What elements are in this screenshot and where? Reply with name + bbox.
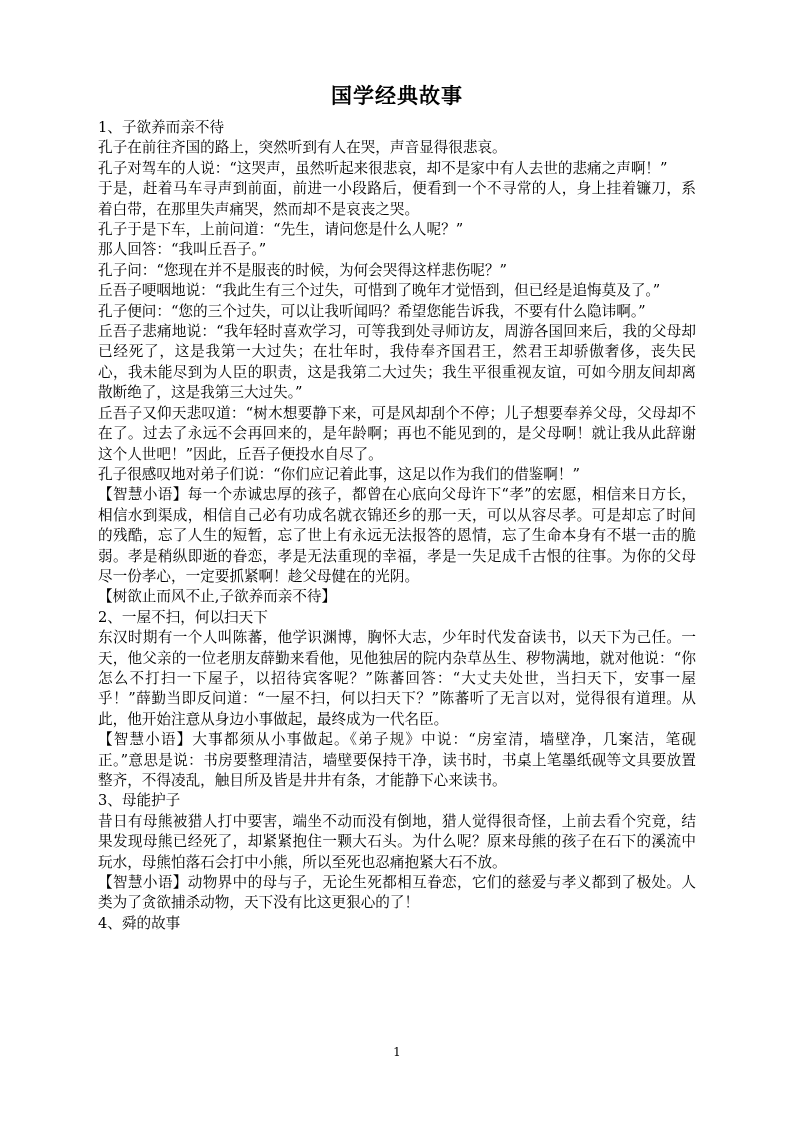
paragraph: 丘吾子哽咽地说：“我此生有三个过失，可惜到了晚年才觉悟到，但已经是追悔莫及了。” <box>98 282 661 300</box>
proverb: 【树欲止而风不止,子欲养而亲不待】 <box>98 588 337 606</box>
section-heading: 1、子欲养而亲不待 <box>98 119 225 136</box>
paragraph: 孔子在前往齐国的路上，突然听到有人在哭，声音显得很悲哀。 <box>98 139 507 157</box>
paragraph: 昔日有母熊被猎人打中要害，端坐不动而没有倒地，猎人觉得很奇怪，上前去看个究竟，结果发现母熊已经死了，却紧紧抱住一颗大石头。为什么呢？原来母熊的孩子在石下的溪流中玩水，母熊怕落石会打中小熊，所以至死也忍痛抱紧大石不放。 <box>98 812 696 871</box>
wisdom-note: 【智慧小语】大事都须从小事做起。《弟子规》中说：“房室清，墙壁净，几案洁，笔砚正。”意思是说：书房要整理清洁，墙壁要保持干净，读书时，书桌上笔墨纸砚等文具要放置整齐，不得凌乱，触目所及皆是井井有条，才能静下心来读书。 <box>98 731 696 789</box>
document-body <box>98 118 696 934</box>
paragraph: 那人回答：“我叫丘吾子。” <box>98 241 267 259</box>
paragraph: 孔子对驾车的人说：“这哭声，虽然听起来很悲哀，却不是家中有人去世的悲痛之声啊！” <box>98 159 668 177</box>
wisdom-note: 【智慧小语】每一个赤诚忠厚的孩子，都曾在心底向父母许下“孝”的宏愿，相信来日方长，相信水到渠成，相信自己必有功成名就衣锦还乡的那一天，可以从容尽孝。可是却忘了时间的残酷，忘了人生的短暂，忘了世上有永远无法报答的恩情，忘了生命本身有不堪一击的脆弱。孝是稍纵即逝的眷恋，孝是无法重现的幸福，孝是一失足成千古恨的往事。为你的父母尽一份孝心，一定要抓紧啊！趁父母健在的光阴。 <box>98 486 696 585</box>
document-title: 国学经典故事 <box>331 83 463 108</box>
section-heading: 2、一屋不扫，何以扫天下 <box>98 608 268 626</box>
paragraph: 丘吾子又仰天悲叹道：“树木想要静下来，可是风却刮个不停；儿子想要奉养父母，父母却不在了。过去了永远不会再回来的，是年龄啊；再也不能见到的，是父母啊！就让我从此辞谢这个人世吧！”因此，丘吾子便投水自尽了。 <box>98 404 696 463</box>
page-number: 1 <box>393 1045 401 1059</box>
section-heading: 3、母能护子 <box>98 792 181 810</box>
paragraph: 孔子问：“您现在并不是服丧的时候，为何会哭得这样悲伤呢？” <box>98 261 507 279</box>
paragraph: 孔子很感叹地对弟子们说：“你们应记着此事，这足以作为我们的借鉴啊！” <box>98 465 580 483</box>
paragraph: 孔子于是下车，上前问道：“先生，请问您是什么人呢？” <box>98 221 464 239</box>
paragraph: 东汉时期有一个人叫陈蕃，他学识渊博，胸怀大志，少年时代发奋读书，以天下为己任。一天，他父亲的一位老朋友薛勤来看他，见他独居的院内杂草丛生、秽物满地，就对他说：“你怎么不打扫一下屋子，以招待宾客呢？”陈蕃回答：“大丈夫处世，当扫天下，安事一屋乎！”薛勤当即反问道：“一屋不扫，何以扫天下？”陈蕃听了无言以对，觉得很有道理。从此，他开始注意从身边小事做起，最终成为一代名臣。 <box>98 629 696 728</box>
wisdom-note: 【智慧小语】动物界中的母与子，无论生死都相互眷恋，它们的慈爱与孝义都到了极处。人类为了贪欲捕杀动物，天下没有比这更狠心的了！ <box>98 874 696 912</box>
paragraph: 丘吾子悲痛地说：“我年轻时喜欢学习，可等我到处寻师访友，周游各国回来后，我的父母却已经死了，这是我第一大过失；在壮年时，我侍奉齐国君王，然君王却骄傲奢侈，丧失民心，我未能尽到为人臣的职责，这是我第二大过失；我生平很重视友谊，可如今朋友间却离散断绝了，这是我第三大过失。” <box>98 323 696 402</box>
paragraph: 孔子便问：“您的三个过失，可以让我听闻吗？希望您能告诉我，不要有什么隐讳啊。” <box>98 302 646 320</box>
section-heading: 4、舜的故事 <box>98 914 181 932</box>
paragraph: 于是，赶着马车寻声到前面，前进一小段路后，便看到一个不寻常的人，身上挂着镰刀，系着白带，在那里失声痛哭，然而却不是哀丧之哭。 <box>98 180 696 218</box>
